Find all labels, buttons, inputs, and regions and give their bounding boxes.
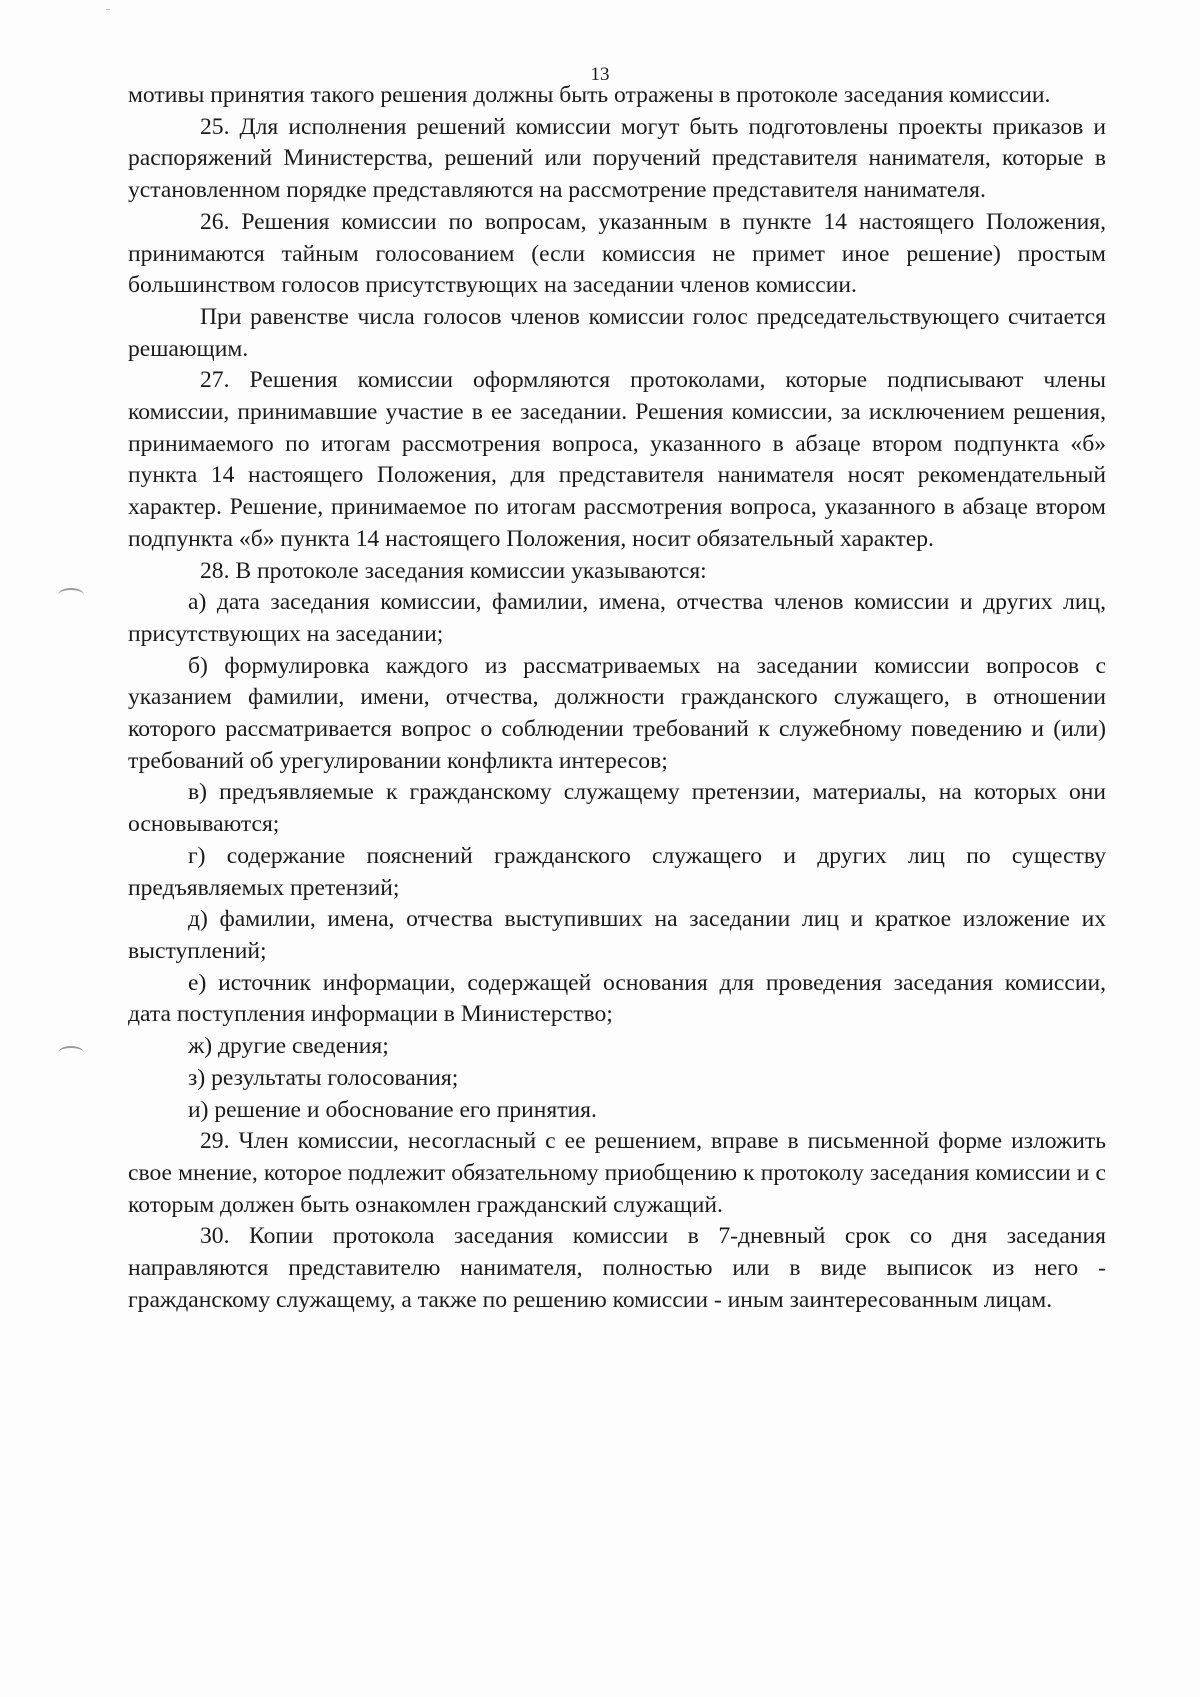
paragraph-30: 30. Копии протокола заседания комиссии в 7-дневный срок со дня заседания направляются представителю нанимателя, полностью или в виде выписок из него - гражданскому служащему, а также по решению комиссии - иным заинтересованным лицам. (128, 1223, 1106, 1313)
paragraph-27: 27. Решения комиссии оформляются протоколами, которые подписывают члены комиссии, принимавшие участие в ее заседании. Решения комиссии, за исключением решения, принимаемого по итогам рассмотрения вопроса, указанного в абзаце втором подпункта «б» пункта 14 настоящего Положения, для представителя нанимателя носят рекомендательный характер. Решение, принимаемое по итогам рассмотрения вопроса, указанного в абзаце втором подпункта «б» пункта 14 настоящего Положения, носит обязательный характер. (128, 367, 1106, 552)
list-item-d: д) фамилии, имена, отчества выступивших на заседании лиц и краткое изложение их выступлений; (128, 906, 1106, 964)
paragraph-28: 28. В протоколе заседания комиссии указываются: (200, 557, 707, 584)
list-item-z: з) результаты голосования; (188, 1064, 459, 1091)
paragraph-26-tie-vote: При равенстве числа голосов членов комиссии голос председательствующего считается решающим. (128, 303, 1106, 362)
paragraph-continuation: мотивы принятия такого решения должны быть отражены в протоколе заседания комиссии. (128, 82, 1051, 108)
list-item-e: е) источник информации, содержащей основания для проведения заседания комиссии, дата поступления информации в Министерство; (128, 969, 1106, 1028)
scan-tick-mark (106, 9, 110, 10)
paragraph-29: 29. Член комиссии, несогласный с ее решением, вправе в письменной форме изложить свое мнение, которое подлежит обязательному приобщению к протоколу заседания комиссии и с которым должен быть ознакомлен гражданский служащий. (128, 1128, 1106, 1218)
paragraph-25: 25. Для исполнения решений комиссии могут быть подготовлены проекты приказов и распоряжений Министерства, решений или поручений представителя нанимателя, которые в установленном порядке представляются на рассмотрение представителя нанимателя. (128, 113, 1106, 204)
list-item-zh: ж) другие сведения; (188, 1033, 389, 1060)
page-number: 13 (590, 64, 610, 85)
list-item-a: а) дата заседания комиссии, фамилии, имена, отчества членов комиссии и других лиц, присутствующих на заседании; (128, 589, 1106, 647)
paragraph-26: 26. Решения комиссии по вопросам, указанным в пункте 14 настоящего Положения, принимаются тайным голосованием (если комиссия не примет иное решение) простым большинством голосов присутствующих на заседании членов комиссии. (128, 208, 1106, 299)
punch-hole-mark-lower (58, 1046, 84, 1060)
list-item-v: в) предъявляемые к гражданскому служащему претензии, материалы, на которых они основываются; (128, 779, 1106, 838)
document-body (128, 80, 1106, 1316)
list-item-g: г) содержание пояснений гражданского служащего и других лиц по существу предъявляемых претензий; (128, 842, 1106, 901)
punch-hole-mark-upper (58, 588, 84, 602)
list-item-b: б) формулировка каждого из рассматриваемых на заседании комиссии вопросов с указанием фамилии, имени, отчества, должности гражданского служащего, в отношении которого рассматривается вопрос о соблюдении требований к служебному поведению и (или) требований об урегулировании конфликта интересов; (128, 652, 1106, 774)
list-item-i: и) решение и обоснование его принятия. (188, 1096, 597, 1123)
